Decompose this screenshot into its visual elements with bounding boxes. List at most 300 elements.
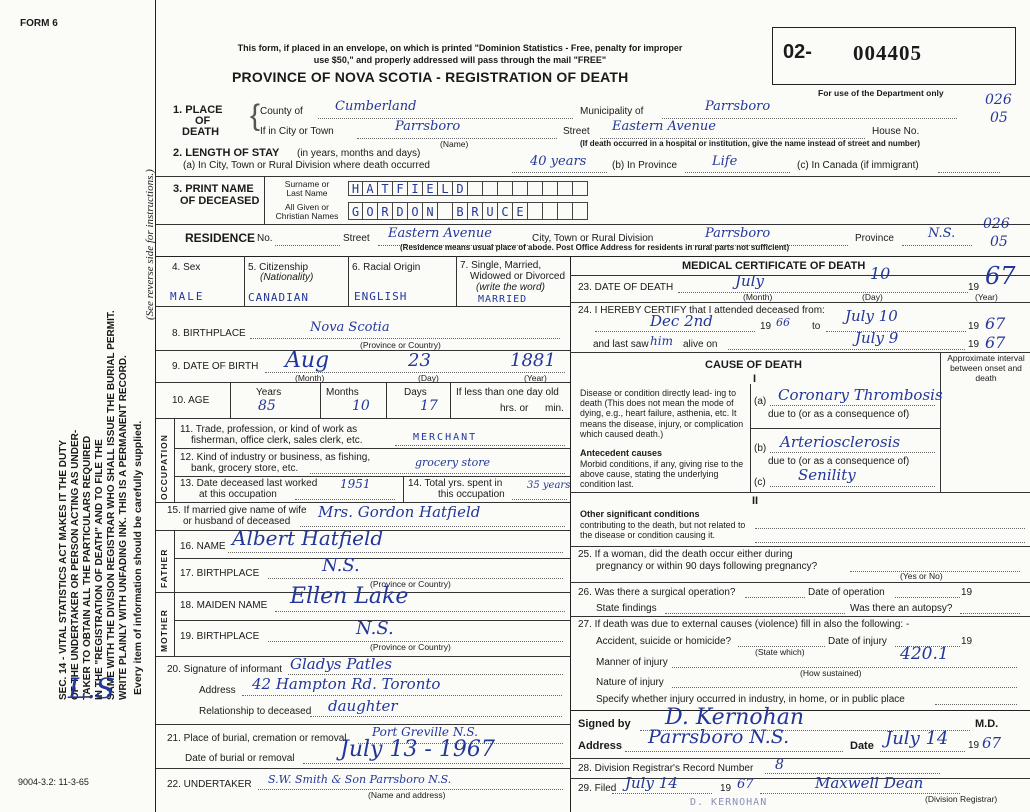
cause-c-line xyxy=(770,486,935,487)
nature-label: Nature of injury xyxy=(596,677,664,688)
given-letter-box[interactable] xyxy=(573,202,588,220)
q20-field[interactable]: Gladys Patles xyxy=(290,655,393,673)
q18-label: 18. MAIDEN NAME xyxy=(180,600,268,611)
rule-5 xyxy=(156,350,570,351)
q24-last-line xyxy=(728,349,965,350)
q13-label-1: 13. Date deceased last worked xyxy=(180,478,318,489)
citizen-sub: (Nationality) xyxy=(260,272,314,283)
citizen-label: 5. Citizenship xyxy=(248,262,309,273)
days-label: Days xyxy=(404,387,427,398)
med-date-year[interactable]: 67 xyxy=(982,734,1002,752)
q12-line xyxy=(310,473,565,474)
cause-a-letter: (a) xyxy=(754,396,767,407)
occupation-side-label: OCCUPATION xyxy=(159,434,169,500)
q21-field[interactable]: Port Greville N.S. xyxy=(372,725,478,739)
q28-field[interactable]: 8 xyxy=(775,757,784,773)
q16-line xyxy=(228,552,563,553)
q19-label: 19. BIRTHPLACE xyxy=(180,631,260,642)
form-number: FORM 6 xyxy=(20,18,58,29)
given-label-2: Christian Names xyxy=(275,211,339,221)
hospital-note: (If death occurred in a hospital or institution, give the name instead of street and number) xyxy=(580,139,921,148)
q19-field[interactable]: N.S. xyxy=(356,618,394,639)
given-letter-box[interactable]: N xyxy=(423,202,438,220)
q29-19: 19 xyxy=(720,783,732,794)
rule-m6 xyxy=(570,582,1030,583)
antecedent-title: Antecedent causes xyxy=(580,448,663,458)
informant-address-field[interactable]: 42 Hampton Rd. Toronto xyxy=(252,675,441,693)
residence-province-line xyxy=(902,245,972,246)
med-date-label: Date xyxy=(850,740,874,752)
q24-to-label: to xyxy=(812,321,821,332)
rule-m2 xyxy=(570,302,1030,303)
cause-b-letter: (b) xyxy=(754,443,767,454)
q12-label-2: bank, grocery store, etc. xyxy=(191,463,299,474)
rule-9 xyxy=(174,476,570,477)
q23-day-caption: (Day) xyxy=(862,292,883,302)
days-field[interactable]: 17 xyxy=(420,398,438,414)
q23-month-field[interactable]: July xyxy=(735,272,764,290)
q29-caption: (Division Registrar) xyxy=(925,794,998,804)
residence-street-field[interactable]: Eastern Avenue xyxy=(388,226,492,241)
other-line-1 xyxy=(755,528,1025,529)
q22-label: 22. UNDERTAKER xyxy=(167,779,252,790)
other-line-2 xyxy=(755,542,1025,543)
surname-letter-box[interactable]: I xyxy=(408,181,423,196)
postal-note-2: use $50," and properly addressed will pass through the mail "FREE" xyxy=(313,55,607,65)
statute-line-6: WRITE PLAINLY WITH UNFADING INK. THIS IS A PERMANENT RECORD. xyxy=(118,355,129,700)
med-date-19: 19 xyxy=(968,740,980,751)
q24-last-year[interactable]: 67 xyxy=(985,333,1006,352)
surname-letter-box[interactable] xyxy=(498,181,513,196)
stay-c-line xyxy=(938,172,1000,173)
surname-label-2: Last Name xyxy=(286,188,328,198)
margin-rule xyxy=(155,0,156,812)
stay-b-line xyxy=(685,172,790,173)
q17-label: 17. BIRTHPLACE xyxy=(180,568,260,579)
municipality-field[interactable]: Parrsboro xyxy=(705,99,771,114)
dept-use-label: For use of the Department only xyxy=(818,88,944,98)
surname-letter-box[interactable] xyxy=(558,181,573,196)
q28-label: 28. Division Registrar's Record Number xyxy=(578,763,754,774)
dob-month-field[interactable]: Aug xyxy=(285,348,330,373)
q26-line xyxy=(745,597,805,598)
manner-label: Manner of injury xyxy=(596,657,668,668)
street-field[interactable]: Eastern Avenue xyxy=(612,119,716,134)
due-label-1: due to (or as a consequence of) xyxy=(768,409,910,420)
surname-letter-box[interactable] xyxy=(483,181,498,196)
rule-m7 xyxy=(570,616,1030,617)
injury-date-label: Date of injury xyxy=(828,636,887,647)
surname-letter-box[interactable]: D xyxy=(453,181,468,196)
county-label: County of xyxy=(260,106,303,117)
burial-date-field[interactable]: July 13 - 1967 xyxy=(340,737,495,762)
signed-label: Signed by xyxy=(578,718,631,730)
given-letter-box[interactable]: E xyxy=(513,202,528,220)
q24-to-field[interactable]: July 10 xyxy=(845,307,898,325)
statute-line-1: SEC. 14 - VITAL STATISTICS ACT MAKES IT THE DUTY xyxy=(58,439,69,700)
relation-label: Relationship to deceased xyxy=(199,706,312,717)
age-label: 10. AGE xyxy=(172,395,210,406)
postal-note-1: This form, if placed in an envelope, on which is printed "Dominion Statistics - Free, penalty for improper xyxy=(237,43,683,53)
given-letter-box[interactable] xyxy=(438,202,453,220)
given-letter-box[interactable] xyxy=(543,202,558,220)
dob-year-caption: (Year) xyxy=(524,373,547,383)
surname-letter-box[interactable]: E xyxy=(423,181,438,196)
burial-date-line xyxy=(303,763,563,764)
dob-year-field[interactable]: 1881 xyxy=(510,350,556,371)
city-label: If in City or Town xyxy=(260,126,334,137)
given-letter-box[interactable]: D xyxy=(393,202,408,220)
q24-label: 24. I HEREBY CERTIFY that I attended deceased from: xyxy=(578,305,825,316)
autopsy-label: Was there an autopsy? xyxy=(850,603,953,614)
surname-letter-box[interactable]: F xyxy=(393,181,408,196)
county-field[interactable]: Cumberland xyxy=(335,99,417,114)
q14-label-1: 14. Total yrs. spent in xyxy=(408,478,503,489)
name-caption: (Name) xyxy=(440,139,469,149)
municipality-label: Municipality of xyxy=(580,106,644,117)
q24-to-19: 19 xyxy=(968,321,980,332)
given-letter-box[interactable]: O xyxy=(363,202,378,220)
statute-line-5: SAME WITH THE DIVISION REGISTRAR WHO SHALL ISSUE THE BURIAL PERMIT. xyxy=(106,310,117,700)
statute-line-3: TAKER TO OBTAIN ALL THE PARTICULARS REQUIRED xyxy=(82,435,93,700)
q25-label-2: pregnancy or within 90 days following pregnancy? xyxy=(596,561,818,572)
q17-field[interactable]: N.S. xyxy=(322,555,360,576)
q16-label: 16. NAME xyxy=(180,541,226,552)
surname-letter-box[interactable]: L xyxy=(438,181,453,196)
place-label-2: OF xyxy=(195,115,211,127)
form-code: 9004-3.2: 11-3-65 xyxy=(18,777,89,787)
residence-label: RESIDENCE xyxy=(185,231,256,245)
given-letter-box[interactable] xyxy=(528,202,543,220)
years-field[interactable]: 85 xyxy=(258,398,276,414)
q25-label-1: 25. If a woman, did the death occur either during xyxy=(578,549,793,560)
father-side-label: FATHER xyxy=(159,548,169,588)
relation-field[interactable]: daughter xyxy=(328,697,398,715)
residence-note: (Residence means usual place of abode. Post Office Address for residents in rural parts not sufficient) xyxy=(400,243,790,252)
residence-no-label: No. xyxy=(257,233,273,244)
dob-label: 9. DATE OF BIRTH xyxy=(172,361,259,372)
q29-year[interactable]: 67 xyxy=(737,777,754,792)
cause-c-field[interactable]: Senility xyxy=(798,466,856,484)
accident-label: Accident, suicide or homicide? xyxy=(596,636,732,647)
residence-city-field[interactable]: Parrsboro xyxy=(705,226,771,241)
q22-field[interactable]: S.W. Smith & Son Parrsboro N.S. xyxy=(268,773,452,786)
residence-code-2: 05 xyxy=(990,234,1008,250)
given-letter-box[interactable]: R xyxy=(468,202,483,220)
rule-3 xyxy=(156,256,1030,257)
q11-label-1: 11. Trade, profession, or kind of work as xyxy=(180,424,358,435)
q24-from-year[interactable]: 66 xyxy=(776,316,790,329)
dob-day-caption: (Day) xyxy=(418,373,439,383)
rule-m4 xyxy=(570,492,1030,493)
residence-province-field[interactable]: N.S. xyxy=(928,226,956,241)
q19-caption: (Province or Country) xyxy=(370,642,451,652)
q12-label-1: 12. Kind of industry or business, as fishing, xyxy=(180,452,371,463)
antecedent-text: Morbid conditions, if any, giving rise to the above cause, stating the underlying condition last. xyxy=(580,459,744,490)
q21-label: 21. Place of burial, cremation or removal xyxy=(167,733,347,744)
physician-stamp: D. KERNOHAN xyxy=(690,797,768,808)
street-label: Street xyxy=(563,126,590,137)
interval-label: Approximate interval between onset and death xyxy=(947,353,1025,383)
q29-line xyxy=(612,793,712,794)
signed-field[interactable]: D. Kernohan xyxy=(665,705,805,730)
q29-label: 29. Filed xyxy=(578,783,617,794)
med-date-field[interactable]: July 14 xyxy=(885,728,949,749)
q11-label-2: fisherman, office clerk, sales clerk, etc. xyxy=(191,435,363,446)
city-field[interactable]: Parrsboro xyxy=(395,119,461,134)
q15-label-1: 15. If married give name of wife xyxy=(167,505,307,516)
given-letter-box[interactable]: U xyxy=(483,202,498,220)
q23-label: 23. DATE OF DEATH xyxy=(578,282,674,293)
cause-a-line xyxy=(770,405,935,406)
stay-a-field[interactable]: 40 years xyxy=(530,154,587,169)
months-field[interactable]: 10 xyxy=(352,398,370,414)
birthplace-field[interactable]: Nova Scotia xyxy=(310,320,390,335)
given-letter-box[interactable]: R xyxy=(378,202,393,220)
residence-code-1: 026 xyxy=(983,216,1010,232)
cause-title: CAUSE OF DEATH xyxy=(705,359,802,371)
place-brace: { xyxy=(250,99,261,132)
house-label: House No. xyxy=(872,126,920,137)
dob-month-caption: (Month) xyxy=(295,373,325,383)
cause-c-letter: (c) xyxy=(754,477,766,488)
q13-label-2: at this occupation xyxy=(199,489,277,500)
age-div-3 xyxy=(386,382,387,418)
q24-him: him xyxy=(650,334,673,348)
rule-4 xyxy=(156,306,570,307)
q23-year-caption: (Year) xyxy=(975,292,998,302)
informant-address-line xyxy=(242,695,562,696)
form-title: PROVINCE OF NOVA SCOTIA - REGISTRATION OF DEATH xyxy=(232,69,629,85)
q24-last-label: and last saw xyxy=(593,339,649,350)
surname-label-1: Surname or xyxy=(284,179,330,189)
supply-note: Every item of information should be carefully supplied. xyxy=(132,420,144,695)
stay-a-line xyxy=(512,172,607,173)
surname-letter-box[interactable]: T xyxy=(378,181,393,196)
sex-field[interactable]: MALE xyxy=(170,290,205,303)
margin-initials: L.S xyxy=(68,672,115,705)
age-div-1 xyxy=(230,382,231,418)
rule-17 xyxy=(156,768,570,769)
specify-line xyxy=(935,704,1017,705)
medical-title: MEDICAL CERTIFICATE OF DEATH xyxy=(682,260,866,272)
stay-c-label: (c) In Canada (if immigrant) xyxy=(797,160,919,171)
rule-m9 xyxy=(570,758,1030,759)
rule-m1 xyxy=(570,275,1030,276)
marital-label-2: Widowed or Divorced xyxy=(470,271,566,282)
rule-7 xyxy=(156,418,570,419)
age-div-2 xyxy=(320,382,321,418)
q24-alive-label: alive on xyxy=(683,339,718,350)
place-label-1: 1. PLACE xyxy=(173,104,223,116)
stay-b-field[interactable]: Life xyxy=(712,154,738,169)
registration-number-box xyxy=(772,27,1016,85)
residence-street-label: Street xyxy=(343,233,370,244)
findings-label: State findings xyxy=(596,603,657,614)
cause-divider xyxy=(750,384,751,492)
q15-label-2: or husband of deceased xyxy=(183,516,291,527)
stay-b-label: (b) In Province xyxy=(612,160,678,171)
given-letter-box[interactable]: G xyxy=(348,202,363,220)
birthplace-label: 8. BIRTHPLACE xyxy=(172,328,246,339)
stay-a-label: (a) In City, Town or Rural Division where death occurred xyxy=(183,160,430,171)
other-title: Other significant conditions xyxy=(580,509,700,519)
q26-label: 26. Was there a surgical operation? xyxy=(578,587,736,598)
div-6-7 xyxy=(456,256,457,306)
surname-letter-box[interactable] xyxy=(513,181,528,196)
q25-caption: (Yes or No) xyxy=(900,571,943,581)
q16-field[interactable]: Albert Hatfield xyxy=(232,526,384,550)
part-1: I xyxy=(753,373,757,385)
q13-line xyxy=(295,499,395,500)
q14-field[interactable]: 35 years xyxy=(527,480,571,491)
q14-line xyxy=(512,499,567,500)
q29-registrar-field[interactable]: Maxwell Dean xyxy=(815,774,924,792)
given-letter-box[interactable]: C xyxy=(498,202,513,220)
q23-day-field[interactable]: 10 xyxy=(870,264,891,283)
q24-from-19: 19 xyxy=(760,321,772,332)
q22-caption: (Name and address) xyxy=(368,790,446,800)
marital-label-1: 7. Single, Married, xyxy=(460,260,542,271)
q20-label: 20. Signature of informant xyxy=(167,664,283,675)
surname-letter-box[interactable] xyxy=(468,181,483,196)
years-label: Years xyxy=(256,387,282,398)
racial-label: 6. Racial Origin xyxy=(352,262,421,273)
hrs-label: hrs. or xyxy=(500,403,529,414)
residence-no-line xyxy=(275,245,340,246)
q24-from-field[interactable]: Dec 2nd xyxy=(650,312,713,330)
dept-code-1: 026 xyxy=(985,92,1012,108)
q24-last-field[interactable]: July 9 xyxy=(855,329,899,347)
q11-line xyxy=(395,445,565,446)
q15-field[interactable]: Mrs. Gordon Hatfield xyxy=(318,503,481,521)
name-label-1: 3. PRINT NAME xyxy=(173,183,254,195)
q23-19: 19 xyxy=(968,282,980,293)
surname-letter-box[interactable] xyxy=(528,181,543,196)
med-address-label: Address xyxy=(578,740,623,752)
med-address-field[interactable]: Parrsboro N.S. xyxy=(648,726,790,748)
q26-19: 19 xyxy=(961,587,973,598)
marital-label-3: (write the word) xyxy=(476,282,545,293)
cause-a-field[interactable]: Coronary Thrombosis xyxy=(778,386,943,404)
reg-prefix: 02- xyxy=(783,41,812,63)
q24-last-19: 19 xyxy=(968,339,980,350)
statute-line-2: OF THE UNDERTAKER OR PERSON ACTING AS UNDER- xyxy=(70,429,81,700)
reg-number: 004405 xyxy=(853,41,922,65)
given-label-1: All Given or xyxy=(285,202,329,212)
relation-line xyxy=(310,716,562,717)
q14-label-2: this occupation xyxy=(438,489,505,500)
surname-letter-box[interactable]: H xyxy=(348,181,363,196)
father-side-rule xyxy=(174,530,175,592)
rule-12 xyxy=(174,558,570,559)
occupation-side-rule xyxy=(174,418,175,502)
other-text: contributing to the death, but not related to the disease or condition causing it. xyxy=(580,520,746,541)
q18-field[interactable]: Ellen Lake xyxy=(290,584,409,609)
dob-day-field[interactable]: 23 xyxy=(408,350,431,371)
rule-2 xyxy=(156,224,1030,225)
sex-label: 4. Sex xyxy=(172,262,201,273)
nature-line xyxy=(672,687,1017,688)
q26-date-line xyxy=(895,597,960,598)
given-letter-box[interactable]: B xyxy=(453,202,468,220)
stay-sub: (in years, months and days) xyxy=(297,148,421,159)
rule-m5 xyxy=(570,546,1030,547)
div-4-5 xyxy=(244,256,245,306)
q11-field[interactable]: MERCHANT xyxy=(413,432,478,443)
md-label: M.D. xyxy=(975,718,999,730)
rule-16 xyxy=(156,724,570,725)
sustained-caption: (How sustained) xyxy=(800,668,862,678)
cause-b-line xyxy=(770,452,935,453)
given-letter-box[interactable] xyxy=(558,202,573,220)
surname-letter-box[interactable] xyxy=(543,181,558,196)
name-divider xyxy=(264,177,265,224)
q27-label: 27. If death was due to external causes (violence) fill in also the following: - xyxy=(578,619,910,630)
rule-6 xyxy=(156,382,570,383)
lessday-label: If less than one day old xyxy=(456,387,559,398)
q24-to-year[interactable]: 67 xyxy=(985,314,1006,333)
months-label: Months xyxy=(326,387,359,398)
surname-letter-box[interactable] xyxy=(573,181,588,196)
q23-line xyxy=(678,292,968,293)
med-date-line xyxy=(880,751,965,752)
manner-code[interactable]: 420.1 xyxy=(900,644,949,664)
burial-date-label: Date of burial or removal xyxy=(185,753,295,764)
q12-field[interactable]: grocery store xyxy=(415,456,491,469)
racial-field[interactable]: ENGLISH xyxy=(354,290,408,303)
q13-field[interactable]: 1951 xyxy=(340,477,371,491)
informant-address-label: Address xyxy=(199,685,236,696)
birthplace-caption: (Province or Country) xyxy=(360,340,441,350)
med-address-line xyxy=(625,751,843,752)
q26-date-label: Date of operation xyxy=(808,587,885,598)
reverse-note: (See reverse side for instructions.) xyxy=(144,169,156,320)
citizen-field[interactable]: CANADIAN xyxy=(248,291,309,304)
dept-code-2: 05 xyxy=(990,110,1008,126)
part-2: II xyxy=(752,495,759,507)
rule-1 xyxy=(156,176,1030,177)
residence-province-label: Province xyxy=(855,233,894,244)
min-label: min. xyxy=(545,403,564,414)
age-div-4 xyxy=(450,382,451,418)
specify-label: Specify whether injury occurred in industry, in home, or in public place xyxy=(596,694,905,705)
q23-month-caption: (Month) xyxy=(743,292,773,302)
birthplace-line xyxy=(250,338,560,339)
state-which-caption: (State which) xyxy=(755,647,805,657)
rule-8 xyxy=(174,448,570,449)
cause-rule-ab xyxy=(750,428,940,429)
q24-from-line xyxy=(595,331,755,332)
given-letter-box[interactable]: O xyxy=(408,202,423,220)
residence-city-label: City, Town or Rural Division xyxy=(532,233,654,244)
statute-line-4: IN THE "REGISTRATION OF DEATH" AND TO FILE THE xyxy=(94,439,105,700)
cause-b-field[interactable]: Arteriosclerosis xyxy=(780,433,901,451)
div-5-6 xyxy=(348,256,349,306)
mother-side-label: MOTHER xyxy=(159,609,169,652)
q29-field[interactable]: July 14 xyxy=(625,774,678,792)
interval-divider xyxy=(940,352,941,492)
autopsy-line xyxy=(960,613,1020,614)
center-divider xyxy=(570,256,571,812)
q23-year-field[interactable]: 67 xyxy=(985,262,1016,290)
q27-19: 19 xyxy=(961,636,973,647)
disease-label: Disease or condition directly lead- ing to death (This does not mean the mode of dying, e.g., heart failure, asthenia, etc. It means the disease, injury, or complication which caused death.) xyxy=(580,388,744,439)
stay-label: 2. LENGTH OF STAY xyxy=(173,147,280,159)
marital-field[interactable]: MARRIED xyxy=(478,294,528,305)
surname-letter-box[interactable]: A xyxy=(363,181,378,196)
mother-side-rule xyxy=(174,592,175,656)
